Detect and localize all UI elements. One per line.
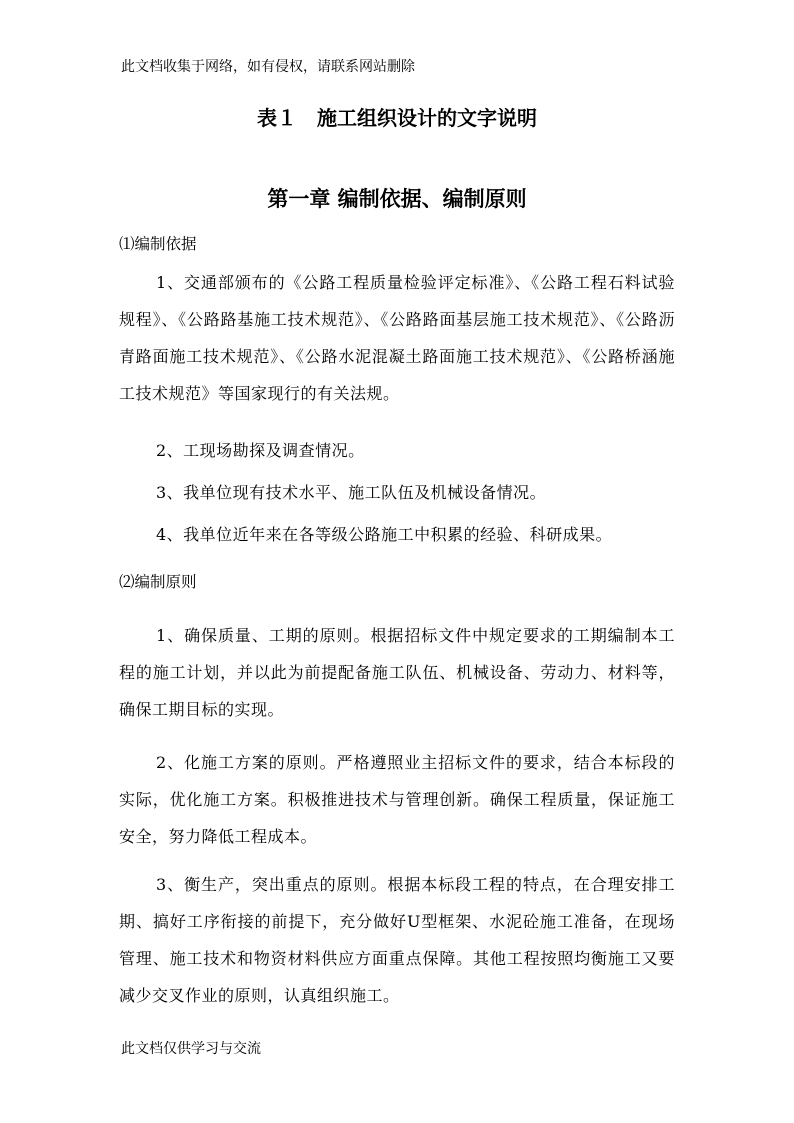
chapter-title: 第一章 编制依据、编制原则 xyxy=(267,186,527,211)
header-note: 此文档收集于网络，如有侵权，请联系网站删除 xyxy=(121,59,415,75)
document-title: 表１ 施工组织设计的文字说明 xyxy=(257,106,537,130)
section-heading-basis: ⑴编制依据 xyxy=(119,235,197,253)
paragraph-principle-2: 2、化施工方案的原则。严格遵照业主招标文件的要求，结合本标段的实际，优化施工方案。积极推进技术与管理创新。确保工程质量，保证施工安全，努力降低工程成本。 xyxy=(119,753,675,846)
paragraph-basis-4: 4、我单位近年来在各等级公路施工中积累的经验、科研成果。 xyxy=(156,525,613,544)
paragraph-basis-1: 1、交通部颁布的《公路工程质量检验评定标准》、《公路工程石料试验规程》、《公路路基施工技术规范》、《公路路面基层施工技术规范》、《公路沥青路面施工技术规范》、《公路水泥混凝土路面施工技术规范》、《公路桥涵施工技术规范》等国家现行的有关法规。 xyxy=(119,273,675,403)
footer-note: 此文档仅供学习与交流 xyxy=(121,1041,261,1057)
paragraph-principle-3: 3、衡生产，突出重点的原则。根据本标段工程的特点，在合理安排工期、搞好工序衔接的前提下，充分做好U型框架、水泥砼施工准备，在现场管理、施工技术和物资材料供应方面重点保障。其他工程按照均衡施工又要减少交叉作业的原则，认真组织施工。 xyxy=(119,875,675,1005)
paragraph-basis-2: 2、工现场勘探及调查情况。 xyxy=(156,441,365,460)
paragraph-basis-3: 3、我单位现有技术水平、施工队伍及机械设备情况。 xyxy=(156,483,547,502)
section-heading-principles: ⑵编制原则 xyxy=(119,573,197,591)
paragraph-principle-1: 1、确保质量、工期的原则。根据招标文件中规定要求的工期编制本工程的施工计划，并以此为前提配备施工队伍、机械设备、劳动力、材料等，确保工期目标的实现。 xyxy=(119,626,675,719)
